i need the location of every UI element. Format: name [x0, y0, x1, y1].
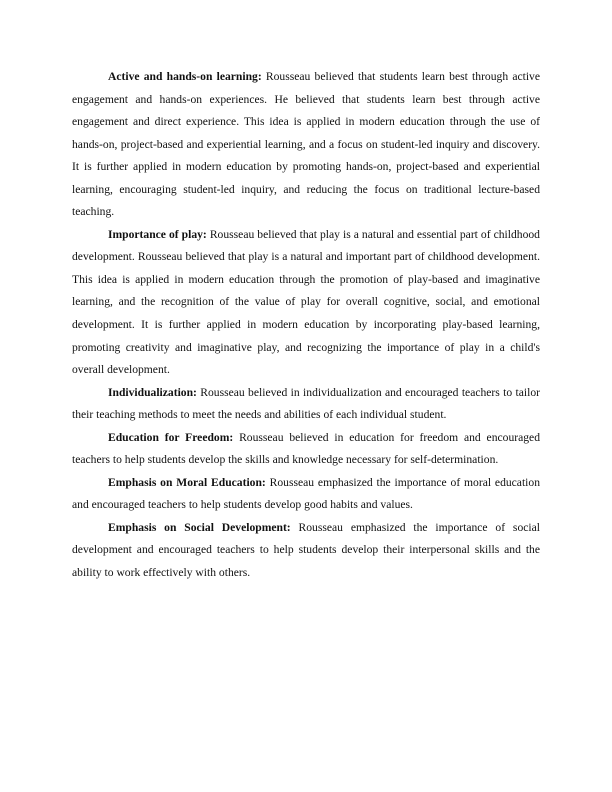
paragraph-social-development: [72, 517, 540, 585]
paragraph-education-for-freedom: [72, 427, 540, 472]
paragraph-heading: Importance of play:: [108, 227, 207, 241]
paragraph-body: Rousseau believed that students learn best through active engagement and hands-on experiences. He believed that students learn best through active engagement and direct experience. This idea is applied in modern education through the use of hands-on, project-based and experiential learning, and a focus on student-led inquiry and discovery. It is further applied in modern education by promoting hands-on, project-based and experiential learning, encouraging student-led inquiry, and reducing the focus on traditional lecture-based teaching.: [72, 70, 540, 219]
paragraph-moral-education: [72, 472, 540, 517]
paragraph-body: Rousseau emphasized the importance of social development and encouraged teachers to help students develop their interpersonal skills and the ability to work effectively with others.: [72, 520, 540, 580]
paragraph-heading: Active and hands-on learning:: [108, 70, 262, 83]
paragraph-body: Rousseau believed that play is a natural and essential part of childhood development. Rousseau believed that play is a natural and important part of childhood development. This idea is applied in modern education through the promotion of play-based and imaginative learning, and the recognition of the value of play for overall cognitive, social, and emotional development. It is further applied in modern education by incorporating play-based learning, promoting creativity and imaginative play, and recognizing the importance of play in a child's overall development.: [72, 227, 540, 377]
document-page: [72, 66, 540, 585]
paragraph-body: Rousseau believed in education for freedom and encouraged teachers to help students develop the skills and knowledge necessary for self-determination.: [72, 430, 540, 467]
paragraph-heading: Education for Freedom:: [108, 430, 234, 444]
paragraph-body: Rousseau believed in individualization and encouraged teachers to tailor their teaching methods to meet the needs and abilities of each individual student.: [72, 385, 540, 422]
paragraph-heading: Emphasis on Social Development:: [108, 520, 291, 534]
paragraph-individualization: [72, 382, 540, 427]
paragraph-active-learning: [72, 66, 540, 224]
paragraph-body: Rousseau emphasized the importance of moral education and encouraged teachers to help students develop good habits and values.: [72, 475, 540, 512]
paragraph-heading: Individualization:: [108, 385, 197, 399]
paragraph-importance-of-play: [72, 224, 540, 382]
paragraph-heading: Emphasis on Moral Education:: [108, 475, 266, 489]
